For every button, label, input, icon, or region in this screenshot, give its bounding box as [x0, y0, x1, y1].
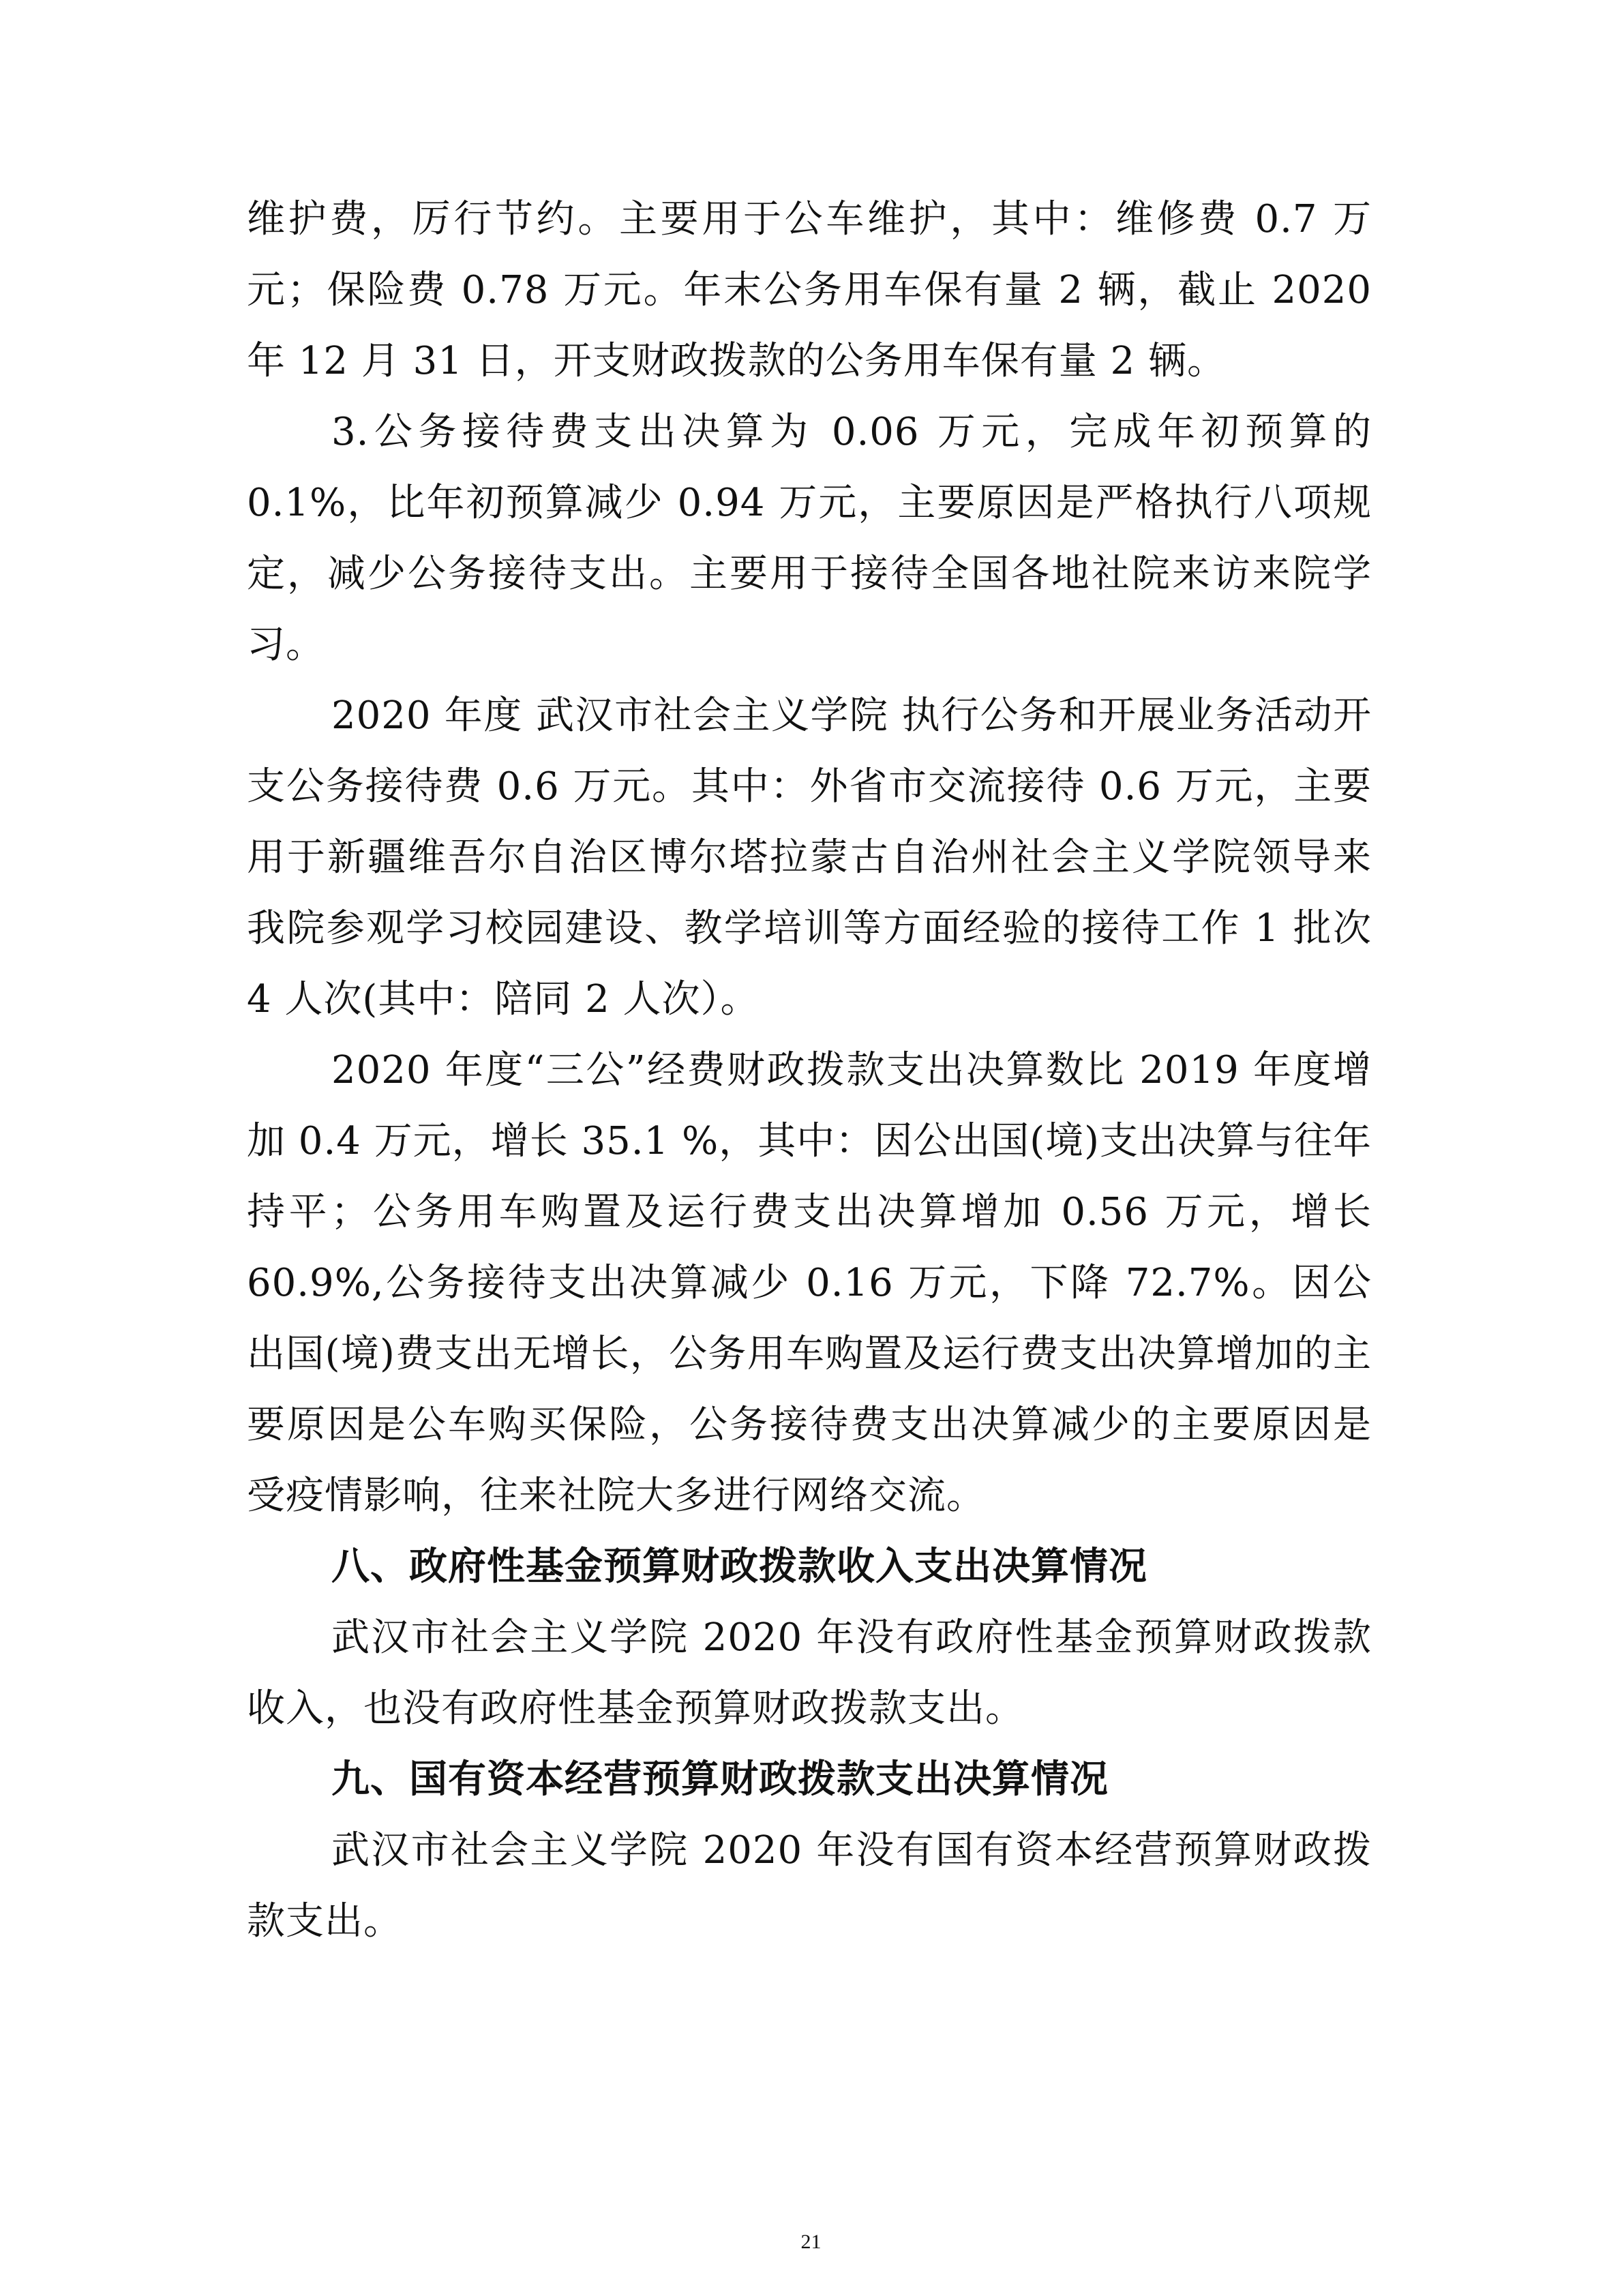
paragraph-government-fund: 武汉市社会主义学院 2020 年没有政府性基金预算财政拨款收入，也没有政府性基金预算财政拨款支出。 — [247, 1615, 1372, 1731]
page-number: 21 — [800, 2231, 822, 2253]
paragraph-vehicle-maintenance: 维护费，厉行节约。主要用于公车维护，其中：维修费 0.7 万元；保险费 0.78 万元。年末公务用车保有量 2 辆，截止 2020 年 12 月 31 日，开支财政拨款的公务用车保有量 2 辆。 — [247, 197, 1372, 383]
section-heading-government-fund: 八、政府性基金预算财政拨款收入支出决算情况 — [331, 1545, 1147, 1589]
page-body — [247, 184, 1372, 1957]
paragraph-reception-detail: 2020 年度 武汉市社会主义学院 执行公务和开展业务活动开支公务接待费 0.6 万元。其中：外省市交流接待 0.6 万元，主要用于新疆维吾尔自治区博尔塔拉蒙古自治州社会主义学院领导来我院参观学习校园建设、教学培训等方面经验的接待工作 1 批次 4 人次(其中：陪同 2 人次）。 — [247, 694, 1372, 1022]
paragraph-state-capital: 武汉市社会主义学院 2020 年没有国有资本经营预算财政拨款支出。 — [247, 1828, 1372, 1943]
paragraph-year-comparison: 2020 年度“三公”经费财政拨款支出决算数比 2019 年度增加 0.4 万元，增长 35.1 %，其中：因公出国(境)支出决算与往年持平；公务用车购置及运行费支出决算增加 0.56 万元，增长 60.9%,公务接待支出决算减少 0.16 万元，下降 72.7%。因公出国(境)费支出无增长，公务用车购置及运行费支出决算增加的主要原因是公车购买保险，公务接待费支出决算减少的主要原因是受疫情影响，往来社院大多进行网络交流。 — [247, 1048, 1372, 1518]
paragraph-reception-expense: 3.公务接待费支出决算为 0.06 万元，完成年初预算的 0.1%，比年初预算减少 0.94 万元，主要原因是严格执行八项规定，减少公务接待支出。主要用于接待全国各地社院来访来院学习。 — [247, 410, 1372, 667]
section-heading-state-capital: 九、国有资本经营预算财政拨款支出决算情况 — [331, 1757, 1109, 1802]
